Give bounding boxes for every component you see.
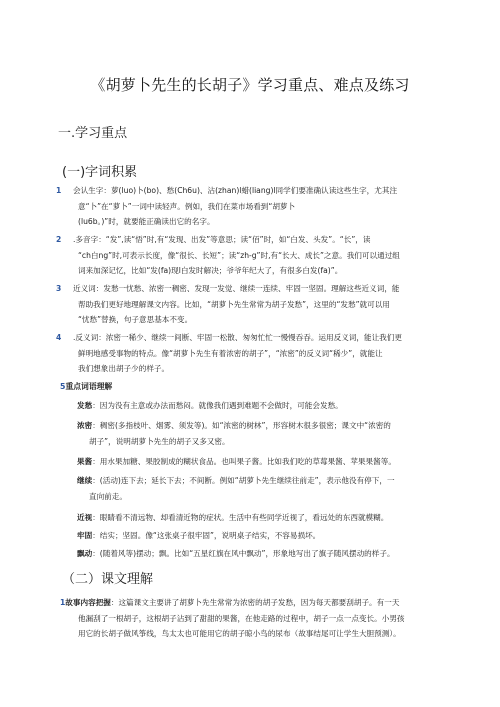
list-item-line: 意“卜”在“萝卜”一词中读轻声。例如，我们在菜市场看到“胡萝卜	[78, 201, 296, 211]
entry-text: ：眼睛看不清远物、却看清近物的症状。生活中有些同学近视了，看远处的东西就模糊。	[92, 513, 389, 522]
entry-term: 继续	[77, 476, 93, 485]
list-item-line: (lu6b。)”时，就要能正确读出它的名字。	[78, 217, 215, 227]
summary-line: ：这篇课文主要讲了胡萝卜先生常常为浓密的胡子发愁，因为每天都要刮胡子。有一天	[110, 598, 400, 607]
list-number: 2	[56, 235, 62, 244]
entry-text: ：(随着风等)摆动；飘。比如“五星红旗在风中飘动”，形象地写出了旗子随风摆动的样子。	[92, 549, 395, 558]
list-item-line: .反义词：浓密一稀少、继续一间断、牢固一松散、匆匆忙忙一慢慢吞吞。运用反义词，能让我们更	[73, 333, 402, 342]
entry-text: 直向前走。	[89, 491, 127, 501]
entry-text: 胡子”，说明胡萝卜先生的胡子又多又密。	[89, 436, 230, 446]
definition-entry-laogu	[77, 528, 439, 544]
subsection-heading-vocabulary: (一)字词积累	[62, 165, 138, 180]
document-title: 《胡萝卜先生的长胡子》学习重点、难点及练习	[90, 76, 410, 94]
entry-text: ：稠密(多指枝叶、烟雾、须发等)。如“浓密的树林”，形容树木很多很密；课文中“浓密的	[92, 421, 391, 430]
entry-term: 果酱	[77, 457, 93, 466]
list-item-synonyms	[56, 281, 448, 328]
subheading-label: 重点词语理解	[65, 382, 113, 391]
entry-term: 浓密	[77, 421, 93, 430]
definition-entry-guojiang	[77, 454, 439, 470]
list-item-line: “ch白ng”时,可表示长度，像“很长、长短”；读“zh-g”时,有“长大、成长”之意。我们可以通过组	[78, 250, 400, 260]
list-item-line: 我们想象出胡子少的样子。	[78, 364, 170, 374]
list-item-new-characters	[56, 183, 448, 230]
summary-line: 他漏刮了一根胡子，这根胡子沾到了甜甜的果酱，在他走路的过程中，胡子一点一点变长。小男孩	[78, 613, 405, 623]
subheading-key-words	[60, 381, 112, 392]
list-item-line: .多音字：“发”,读“悟”时,有“发现、出发”等意思；读“佰”时，如“白发、头发”。“长”，读	[73, 235, 371, 244]
entry-text: ：(活动)连下去；延长下去；不间断。例如“胡萝卜先生继续往前走”，表示他没有停下，一	[92, 476, 395, 485]
section-heading-study-focus: 一.学习重点	[58, 126, 128, 141]
list-item-polyphones	[56, 232, 448, 279]
list-item-line: 会认生字：萝(luo)卜(bo)、愁(Ch6u)、沾(zhan)l蜡(liang)l同学们要准确认读这些生字，尤其注	[73, 186, 398, 195]
list-item-line: 帮助我们更好地理解课文内容。比如，“胡萝卜先生常常为胡子发愁”，这里的“发愁”就可以用	[78, 299, 390, 309]
entry-term: 牢固	[77, 531, 93, 540]
definition-entry-faChou	[77, 398, 439, 414]
definition-entry-jinshi	[77, 510, 439, 526]
entry-text: ：因为没有主意或办法而愁闷。就像我们遇到难题不会做时，可能会发愁。	[92, 401, 343, 410]
entry-text: ：结实；坚固。像“这张桌子很牢固”，说明桌子结实，不容易损坏。	[92, 531, 321, 540]
entry-text: ：用水果加糖、果胶制成的糊状食品。也叫果子酱。比如我们吃的草莓果酱、苹果果酱等。	[92, 457, 396, 466]
list-item-antonyms	[56, 330, 448, 377]
entry-term: 近视	[77, 513, 93, 522]
definition-entry-jixu	[77, 473, 439, 504]
entry-term: 发愁	[77, 401, 93, 410]
list-item-line: “忧愁”替换，句子意思基本不变。	[78, 315, 193, 325]
definition-entry-nongmi	[77, 418, 439, 449]
list-item-line: 近义词：发愁一忧愁、浓密一稠密、发现一发觉、继续一连续、牢固一坚固。理解这些近义词，能	[73, 284, 400, 293]
definition-entry-piaodong	[77, 546, 439, 562]
list-item-line: 词来加深记忆，比如“发(fa)现l白发时解决；爷爷年纪大了，有很多白发(fa)”。	[78, 266, 343, 276]
list-number: 4	[56, 333, 62, 342]
list-number: 1	[56, 186, 62, 195]
list-number: 5	[60, 382, 66, 391]
list-number: 3	[56, 284, 62, 293]
list-item-line: 鲜明地感受事物的特点。像“胡萝卜先生有着浓密的胡子”，“浓密”的反义词“稀少”，就能让	[78, 348, 383, 358]
summary-line: 用它的长胡子做风筝线，鸟太太也可能用它的胡子晾小鸟的尿布（故事结尾可让学生大胆预测）。	[78, 629, 401, 639]
subsection-heading-text-comprehension: （二）课文理解	[62, 572, 154, 587]
story-summary	[60, 595, 452, 642]
list-number: 1	[60, 598, 66, 607]
entry-term: 飘动	[77, 549, 93, 558]
summary-label: 故事内容把握	[65, 598, 111, 607]
